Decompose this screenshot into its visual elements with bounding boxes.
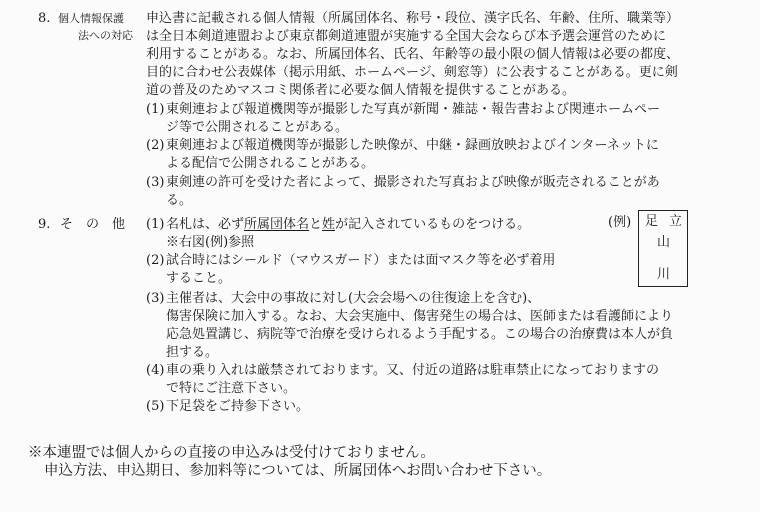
notice-line-1: ※本連盟では個人からの直接の申込みは受付けておりません。 [28, 445, 435, 461]
section8-line-2: は全日本剣道連盟および東京都剣道連盟が実施する全国大会ならび本予選会運営のために [146, 29, 667, 44]
section8-item1-line1: 東剣連および報道機関等が撮影した写真が新聞・雑誌・報告書および関連ホームペー [166, 102, 661, 117]
section8-item3-num: (3) [146, 175, 165, 190]
section9-item3-line4: 担する。 [166, 345, 219, 360]
section8-line-3: 利用することがある。なお、所属団体名、氏名、年齢等の最小限の個人情報は必要の都度、 [146, 47, 680, 62]
section9-item2-line1: 試合時にはシールド（マウスガード）または面マスク等を必ず着用 [166, 253, 556, 268]
section9-item3-line3: 応急処置講じ、病院等で治療を受けられるよう手配する。この場合の治療費は本人が負 [166, 327, 674, 342]
section9-item4-line2: で特にご注意下さい。 [166, 381, 297, 396]
item1-text-mid: と [309, 217, 323, 232]
item1-text-underlined-1: 所属団体名 [244, 217, 310, 232]
section8-line-1: 申込書に記載される個人情報（所属団体名、称号・段位、漢字氏名、年齢、住所、職業等） [146, 11, 680, 26]
item1-text-post: が記入されているものをつける。 [335, 217, 531, 232]
section9-item4-num: (4) [146, 363, 165, 378]
example-label: (例) [608, 215, 632, 230]
section8-item2-num: (2) [146, 138, 165, 153]
section9-item2-num: (2) [146, 253, 165, 268]
section9-item2-line2: すること。 [166, 271, 232, 286]
section9-item1-num: (1) [146, 217, 165, 232]
notice-line-2: 申込方法、申込期日、参加料等については、所属団体へお問い合わせ下さい。 [44, 463, 552, 479]
section9-item3-line1: 主催者は、大会中の事故に対し(大会会場への往復途上を含む)、 [166, 291, 541, 306]
section8-item2-line2: よる配信で公開されることがある。 [166, 156, 375, 171]
name-tag-col2-char-3: 川 [657, 267, 671, 282]
section8-item3-line1: 東剣連の許可を受けた者によって、撮影された写真および映像が販売されることがあ [166, 175, 660, 190]
section9-item1-line2: ※右図(例)参照 [166, 235, 255, 250]
section8-number: 8. [38, 11, 51, 26]
section9-item4-line1: 車の乗り入れは厳禁されております。又、付近の道路は駐車禁止になっておりますの [166, 363, 659, 378]
section9-item1-line1 [166, 216, 530, 233]
section8-item3-line2: る。 [166, 193, 193, 208]
section8-item2-line1: 東剣連および報道機関等が撮影した映像が、中継・録画放映およびインターネットに [166, 138, 659, 153]
section8-line-4: 目的に合わせ公表媒体（掲示用紙、ホームページ、剣窓等）に公表することがある。更に剣 [146, 65, 678, 80]
section9-number: 9. [38, 217, 51, 232]
section9-item5-line1: 下足袋をご持参下さい。 [166, 399, 310, 414]
section9-item3-line2: 傷害保険に加入する。なお、大会実施中、傷害発生の場合は、医師または看護師により [166, 309, 674, 324]
section9-item3-num: (3) [146, 291, 165, 306]
section8-title-line2: 法への対応 [78, 29, 133, 42]
name-tag-col1-char-1: 足 [645, 214, 659, 229]
name-tag-col2-char-1: 立 [669, 214, 683, 229]
section9-item5-num: (5) [146, 399, 165, 414]
name-tag-example [638, 210, 688, 287]
name-tag-col2-char-2: 山 [657, 235, 671, 250]
section8-item1-num: (1) [146, 102, 165, 117]
item1-text-underlined-2: 姓 [322, 217, 336, 232]
item1-text-pre: 名札は、必ず [166, 217, 245, 232]
section8-title-line1: 個人情報保護 [58, 12, 124, 25]
section9-title: そ の 他 [60, 217, 126, 232]
section8-line-5: 道の普及のためマスコミ関係者に必要な個人情報を提供することがある。 [146, 83, 576, 98]
section8-item1-line2: ジ等で公開されることがある。 [166, 120, 349, 135]
